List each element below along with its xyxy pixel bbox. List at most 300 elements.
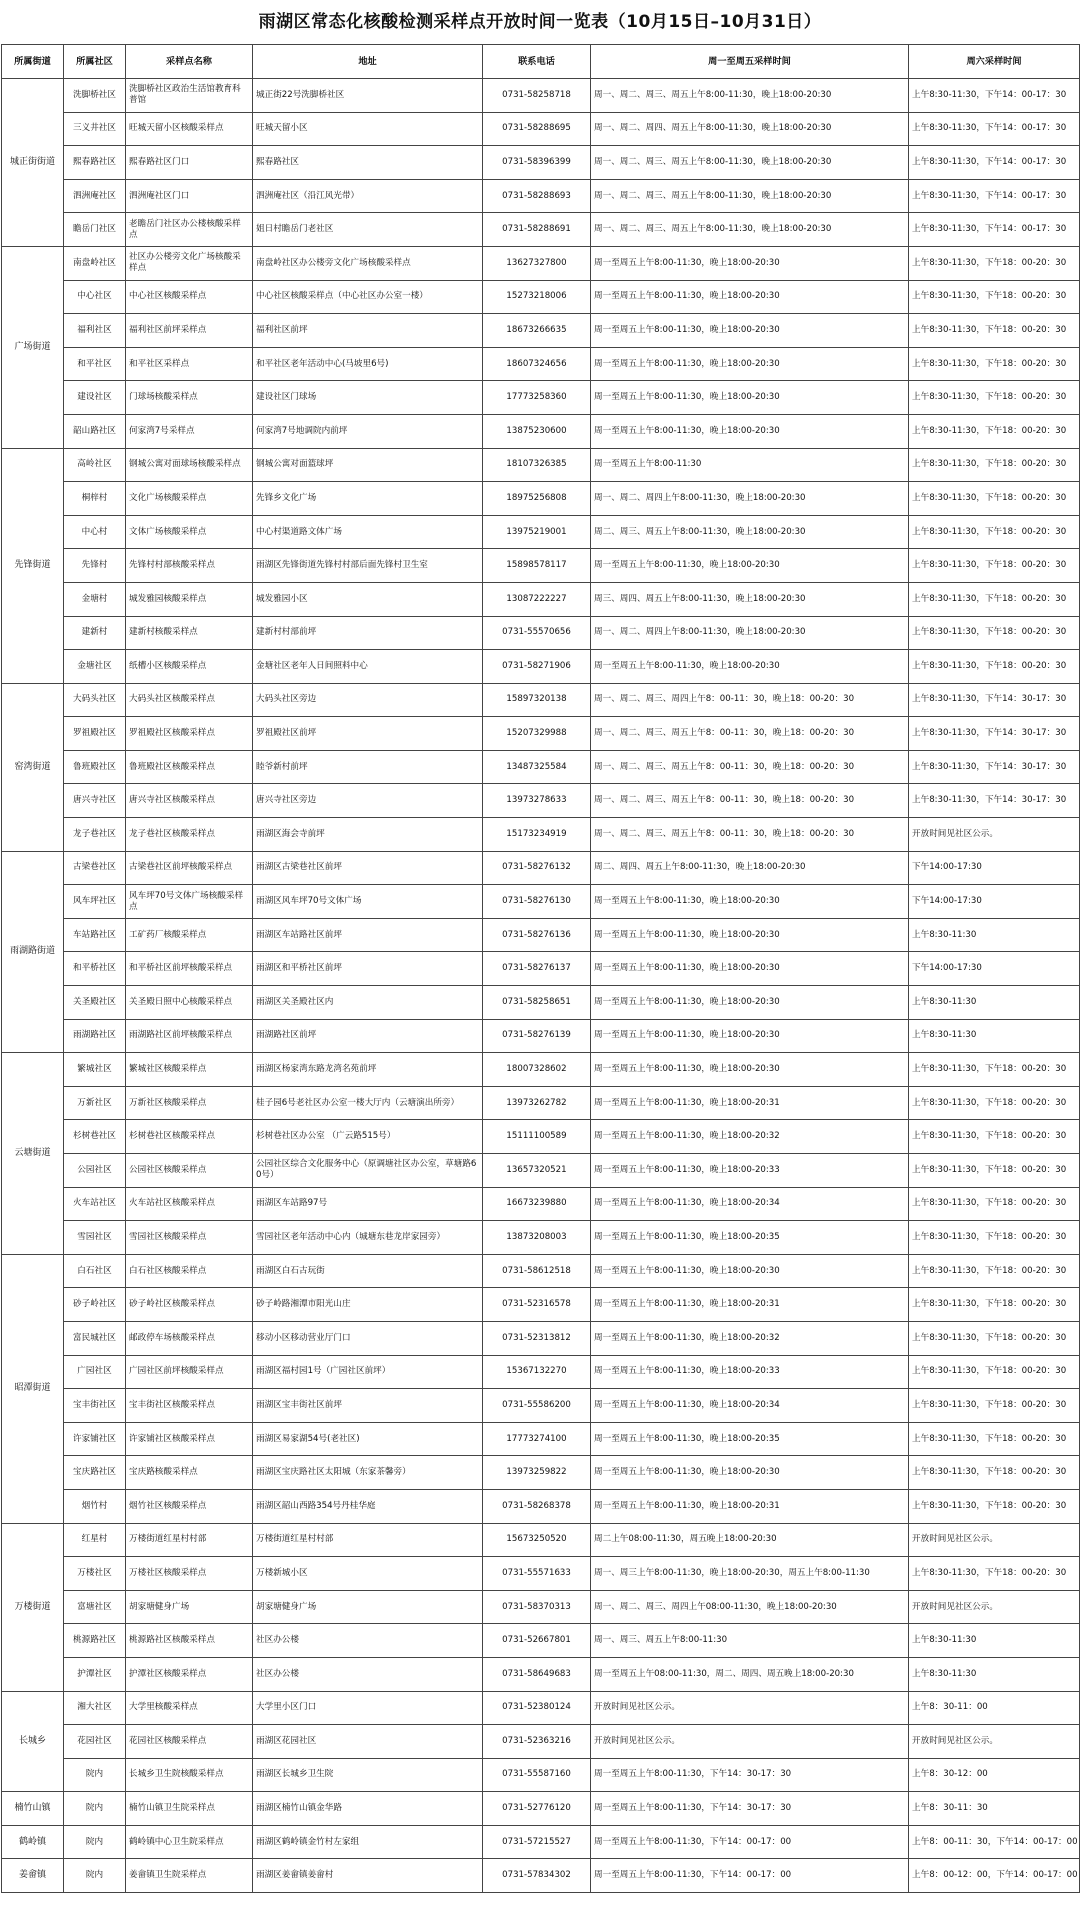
weekday-hours-cell: 周一至周五上午8:00-11:30，晚上18:00-20:31	[591, 1288, 909, 1322]
community-cell: 火车站社区	[64, 1187, 126, 1221]
weekday-hours-cell: 周一至周五上午8:00-11:30，晚上18:00-20:30	[591, 650, 909, 684]
community-cell: 万楼社区	[64, 1557, 126, 1591]
saturday-hours-cell: 上午8:30-11:30，下午14：00-17：30	[909, 213, 1080, 247]
site-name-cell: 繁城社区核酸采样点	[126, 1053, 253, 1087]
address-cell: 城发雅园小区	[253, 582, 483, 616]
table-row	[2, 616, 1080, 650]
table-row	[2, 146, 1080, 180]
site-name-cell: 和平桥社区前坪核酸采样点	[126, 952, 253, 986]
table-row	[2, 482, 1080, 516]
phone-cell: 0731-58276139	[483, 1019, 591, 1053]
site-name-cell: 中心社区核酸采样点	[126, 280, 253, 314]
phone-cell: 15673250520	[483, 1523, 591, 1557]
site-name-cell: 工矿药厂核酸采样点	[126, 918, 253, 952]
saturday-hours-cell: 开放时间见社区公示。	[909, 1523, 1080, 1557]
phone-cell: 0731-58268378	[483, 1489, 591, 1523]
table-row	[2, 1355, 1080, 1389]
community-cell: 院内	[64, 1758, 126, 1792]
phone-cell: 0731-58649683	[483, 1657, 591, 1691]
table-row	[2, 1086, 1080, 1120]
community-cell: 万新社区	[64, 1086, 126, 1120]
address-cell: 雨湖区宝丰街社区前坪	[253, 1389, 483, 1423]
address-cell: 雨湖区楠竹山镇金华路	[253, 1792, 483, 1826]
site-name-cell: 关圣殿日照中心核酸采样点	[126, 986, 253, 1020]
community-cell: 公园社区	[64, 1154, 126, 1188]
site-name-cell: 福利社区前坪采样点	[126, 314, 253, 348]
community-cell: 建新村	[64, 616, 126, 650]
table-row	[2, 448, 1080, 482]
saturday-hours-cell: 上午8:30-11:30	[909, 1624, 1080, 1658]
phone-cell: 0731-58276132	[483, 851, 591, 885]
address-cell: 公园社区综合文化服务中心（原调塘社区办公室，草塘路60号）	[253, 1154, 483, 1188]
weekday-hours-cell: 周一至周五上午8:00-11:30，晚上18:00-20:30	[591, 549, 909, 583]
site-name-cell: 宝丰街社区核酸采样点	[126, 1389, 253, 1423]
table-row	[2, 314, 1080, 348]
community-cell: 院内	[64, 1859, 126, 1893]
community-cell: 繁城社区	[64, 1053, 126, 1087]
table-row	[2, 1422, 1080, 1456]
table-row	[2, 750, 1080, 784]
community-cell: 关圣殿社区	[64, 986, 126, 1020]
community-cell: 富塘社区	[64, 1590, 126, 1624]
weekday-hours-cell: 周一至周五上午8:00-11:30，下午14：30-17：30	[591, 1758, 909, 1792]
weekday-hours-cell: 周一、周三上午8:00-11:30，晚上18:00-20:30，周五上午8:00-11:30	[591, 1557, 909, 1591]
saturday-hours-cell: 上午8:30-11:30，下午18：00-20：30	[909, 1489, 1080, 1523]
saturday-hours-cell: 上午8:30-11:30，下午18：00-20：30	[909, 616, 1080, 650]
weekday-hours-cell: 周三、周四、周五上午8:00-11:30，晚上18:00-20:30	[591, 582, 909, 616]
address-cell: 雨湖区海会寺前坪	[253, 818, 483, 852]
street-cell: 窑湾街道	[2, 683, 64, 851]
table-row	[2, 414, 1080, 448]
address-cell: 城正街22号洗脚桥社区	[253, 79, 483, 113]
address-cell: 社区办公楼	[253, 1657, 483, 1691]
site-name-cell: 长城乡卫生院核酸采样点	[126, 1758, 253, 1792]
phone-cell: 0731-52776120	[483, 1792, 591, 1826]
saturday-hours-cell: 上午8:30-11:30，下午14：30-17：30	[909, 683, 1080, 717]
weekday-hours-cell: 周一至周五上午8:00-11:30，晚上18:00-20:30	[591, 314, 909, 348]
weekday-hours-cell: 周一至周五上午8:00-11:30，晚上18:00-20:30	[591, 1019, 909, 1053]
address-cell: 雨湖区先锋街道先锋村村部后面先锋村卫生室	[253, 549, 483, 583]
table-row	[2, 818, 1080, 852]
weekday-hours-cell: 周一至周五上午8:00-11:30，下午14：30-17：30	[591, 1792, 909, 1826]
saturday-hours-cell: 上午8:30-11:30，下午14：30-17：30	[909, 750, 1080, 784]
weekday-hours-cell: 周一、周二、周三、周五上午8：00-11：30，晚上18：00-20：30	[591, 784, 909, 818]
address-cell: 雨湖区白石古玩街	[253, 1254, 483, 1288]
street-cell: 先锋街道	[2, 448, 64, 683]
address-cell: 雨湖区易家湖54号(老社区)	[253, 1422, 483, 1456]
phone-cell: 0731-57834302	[483, 1859, 591, 1893]
street-cell: 昭潭街道	[2, 1254, 64, 1523]
table-row	[2, 918, 1080, 952]
saturday-hours-cell: 上午8:30-11:30	[909, 986, 1080, 1020]
saturday-hours-cell: 上午8:30-11:30，下午14：30-17：30	[909, 784, 1080, 818]
community-cell: 砂子岭社区	[64, 1288, 126, 1322]
phone-cell: 13973259822	[483, 1456, 591, 1490]
community-cell: 大码头社区	[64, 683, 126, 717]
phone-cell: 13975219001	[483, 515, 591, 549]
site-name-cell: 火车站社区核酸采样点	[126, 1187, 253, 1221]
community-cell: 风车坪社区	[64, 885, 126, 919]
address-cell: 泗洲庵社区（沿江风光带）	[253, 179, 483, 213]
community-cell: 院内	[64, 1792, 126, 1826]
saturday-hours-cell: 上午8:30-11:30，下午18：00-20：30	[909, 1422, 1080, 1456]
address-cell: 雨湖区车站路社区前坪	[253, 918, 483, 952]
phone-cell: 0731-58288691	[483, 213, 591, 247]
table-row	[2, 1557, 1080, 1591]
community-cell: 金塘社区	[64, 650, 126, 684]
phone-cell: 13657320521	[483, 1154, 591, 1188]
community-cell: 中心村	[64, 515, 126, 549]
community-cell: 桐梓村	[64, 482, 126, 516]
community-cell: 三义井社区	[64, 112, 126, 146]
phone-cell: 0731-52363216	[483, 1725, 591, 1759]
weekday-hours-cell: 周一至周五上午8:00-11:30，晚上18:00-20:30	[591, 347, 909, 381]
saturday-hours-cell: 下午14:00-17:30	[909, 952, 1080, 986]
site-name-cell: 姜畲镇卫生院采样点	[126, 1859, 253, 1893]
phone-cell: 17773258360	[483, 381, 591, 415]
weekday-hours-cell: 周一至周五上午8:00-11:30，晚上18:00-20:34	[591, 1187, 909, 1221]
table-row	[2, 280, 1080, 314]
community-cell: 泗洲庵社区	[64, 179, 126, 213]
street-cell: 广场街道	[2, 246, 64, 448]
saturday-hours-cell: 上午8:30-11:30，下午18：00-20：30	[909, 515, 1080, 549]
table-row	[2, 683, 1080, 717]
community-cell: 和平社区	[64, 347, 126, 381]
community-cell: 湘大社区	[64, 1691, 126, 1725]
weekday-hours-cell: 周一、周二、周四上午8:00-11:30，晚上18:00-20:30	[591, 482, 909, 516]
phone-cell: 18975256808	[483, 482, 591, 516]
site-name-cell: 鲁班殿社区核酸采样点	[126, 750, 253, 784]
site-name-cell: 何家湾7号采样点	[126, 414, 253, 448]
saturday-hours-cell: 上午8:30-11:30，下午14：00-17：30	[909, 79, 1080, 113]
address-cell: 和平社区老年活动中心(马坡里6号)	[253, 347, 483, 381]
address-cell: 雨湖区风车坪70号文体广场	[253, 885, 483, 919]
address-cell: 大学里小区门口	[253, 1691, 483, 1725]
street-cell: 云塘街道	[2, 1053, 64, 1255]
site-name-cell: 文化广场核酸采样点	[126, 482, 253, 516]
saturday-hours-cell: 下午14:00-17:30	[909, 885, 1080, 919]
saturday-hours-cell: 上午8:30-11:30	[909, 918, 1080, 952]
saturday-hours-cell: 上午8:30-11:30，下午18：00-20：30	[909, 1389, 1080, 1423]
site-name-cell: 旺城天留小区核酸采样点	[126, 112, 253, 146]
community-cell: 金塘村	[64, 582, 126, 616]
address-cell: 中心社区核酸采样点（中心社区办公室一楼）	[253, 280, 483, 314]
address-cell: 雨湖区车站路97号	[253, 1187, 483, 1221]
saturday-hours-cell: 上午8:30-11:30，下午18：00-20：30	[909, 314, 1080, 348]
weekday-hours-cell: 周一至周五上午8:00-11:30，晚上18:00-20:30	[591, 381, 909, 415]
street-cell: 鹤岭镇	[2, 1825, 64, 1859]
address-cell: 雨湖区古梁巷社区前坪	[253, 851, 483, 885]
address-cell: 万楼新城小区	[253, 1557, 483, 1591]
site-name-cell: 万楼社区核酸采样点	[126, 1557, 253, 1591]
community-cell: 瞻岳门社区	[64, 213, 126, 247]
table-row	[2, 1624, 1080, 1658]
phone-cell: 15897320138	[483, 683, 591, 717]
address-cell: 雨湖区花园社区	[253, 1725, 483, 1759]
phone-cell: 0731-58612518	[483, 1254, 591, 1288]
address-cell: 南盘岭社区办公楼旁文化广场核酸采样点	[253, 246, 483, 280]
saturday-hours-cell: 上午8:30-11:30	[909, 1019, 1080, 1053]
address-cell: 先锋乡文化广场	[253, 482, 483, 516]
site-name-cell: 雨湖路社区前坪核酸采样点	[126, 1019, 253, 1053]
table-row	[2, 549, 1080, 583]
phone-cell: 0731-58276130	[483, 885, 591, 919]
community-cell: 富民城社区	[64, 1321, 126, 1355]
site-name-cell: 风车坪70号文体广场核酸采样点	[126, 885, 253, 919]
table-row	[2, 1691, 1080, 1725]
saturday-hours-cell: 上午8:30-11:30，下午18：00-20：30	[909, 1321, 1080, 1355]
header-saturday-hours: 周六采样时间	[909, 45, 1080, 79]
phone-cell: 0731-58258651	[483, 986, 591, 1020]
saturday-hours-cell: 下午14:00-17:30	[909, 851, 1080, 885]
table-row	[2, 1321, 1080, 1355]
phone-cell: 15367132270	[483, 1355, 591, 1389]
table-row	[2, 1523, 1080, 1557]
phone-cell: 0731-52316578	[483, 1288, 591, 1322]
phone-cell: 0731-58258718	[483, 79, 591, 113]
site-name-cell: 万楼街道红星村村部	[126, 1523, 253, 1557]
phone-cell: 0731-58276136	[483, 918, 591, 952]
table-row	[2, 1120, 1080, 1154]
address-cell: 唐兴寺社区旁边	[253, 784, 483, 818]
saturday-hours-cell: 上午8:30-11:30，下午18：00-20：30	[909, 1254, 1080, 1288]
table-row	[2, 1053, 1080, 1087]
site-name-cell: 砂子岭社区核酸采样点	[126, 1288, 253, 1322]
table-row	[2, 1758, 1080, 1792]
phone-cell: 13875230600	[483, 414, 591, 448]
weekday-hours-cell: 周一、周二、周三、周五上午8:00-11:30，晚上18:00-20:30	[591, 213, 909, 247]
weekday-hours-cell: 周一至周五上午8:00-11:30，晚上18:00-20:31	[591, 1086, 909, 1120]
site-name-cell: 杉树巷社区核酸采样点	[126, 1120, 253, 1154]
address-cell: 姐日村瞻岳门老社区	[253, 213, 483, 247]
table-row	[2, 1825, 1080, 1859]
weekday-hours-cell: 周一至周五上午8:00-11:30，晚上18:00-20:35	[591, 1221, 909, 1255]
community-cell: 韶山路社区	[64, 414, 126, 448]
weekday-hours-cell: 周一、周二、周三、周五上午8:00-11:30，晚上18:00-20:30	[591, 79, 909, 113]
address-cell: 雨湖区长城乡卫生院	[253, 1758, 483, 1792]
phone-cell: 18673266635	[483, 314, 591, 348]
phone-cell: 0731-58276137	[483, 952, 591, 986]
phone-cell: 0731-58370313	[483, 1590, 591, 1624]
weekday-hours-cell: 周一、周二、周三、周四上午8：00-11：30，晚上18：00-20：30	[591, 683, 909, 717]
address-cell: 罗祖殿社区前坪	[253, 717, 483, 751]
community-cell: 唐兴寺社区	[64, 784, 126, 818]
community-cell: 桃源路社区	[64, 1624, 126, 1658]
phone-cell: 0731-58271906	[483, 650, 591, 684]
table-row	[2, 986, 1080, 1020]
weekday-hours-cell: 周二、周三、周五上午8:00-11:30，晚上18:00-20:30	[591, 515, 909, 549]
site-name-cell: 纸槽小区核酸采样点	[126, 650, 253, 684]
community-cell: 宝庆路社区	[64, 1456, 126, 1490]
phone-cell: 13487325584	[483, 750, 591, 784]
community-cell: 车站路社区	[64, 918, 126, 952]
site-name-cell: 龙子巷社区核酸采样点	[126, 818, 253, 852]
saturday-hours-cell: 上午8:30-11:30，下午18：00-20：30	[909, 1456, 1080, 1490]
saturday-hours-cell: 上午8：30-11：00	[909, 1691, 1080, 1725]
site-name-cell: 钢城公寓对面球场核酸采样点	[126, 448, 253, 482]
header-community: 所属社区	[64, 45, 126, 79]
community-cell: 花园社区	[64, 1725, 126, 1759]
table-row	[2, 179, 1080, 213]
phone-cell: 18607324656	[483, 347, 591, 381]
weekday-hours-cell: 周一至周五上午8:00-11:30，晚上18:00-20:30	[591, 1053, 909, 1087]
site-name-cell: 万新社区核酸采样点	[126, 1086, 253, 1120]
saturday-hours-cell: 上午8:30-11:30，下午18：00-20：30	[909, 1086, 1080, 1120]
phone-cell: 18007328602	[483, 1053, 591, 1087]
community-cell: 杉树巷社区	[64, 1120, 126, 1154]
weekday-hours-cell: 周一至周五上午8:00-11:30，晚上18:00-20:30	[591, 280, 909, 314]
site-name-cell: 泗洲庵社区门口	[126, 179, 253, 213]
table-row	[2, 79, 1080, 113]
table-row	[2, 1288, 1080, 1322]
weekday-hours-cell: 周一、周二、周三、周四上午08:00-11:30，晚上18:00-20:30	[591, 1590, 909, 1624]
table-row	[2, 1019, 1080, 1053]
community-cell: 鲁班殿社区	[64, 750, 126, 784]
community-cell: 先锋村	[64, 549, 126, 583]
site-name-cell: 洗脚桥社区政治生活馆教育科普馆	[126, 79, 253, 113]
community-cell: 广园社区	[64, 1355, 126, 1389]
community-cell: 白石社区	[64, 1254, 126, 1288]
phone-cell: 0731-58396399	[483, 146, 591, 180]
header-weekday-hours: 周一至周五采样时间	[591, 45, 909, 79]
address-cell: 雨湖区和平桥社区前坪	[253, 952, 483, 986]
table-row	[2, 1725, 1080, 1759]
site-name-cell: 邮政停车场核酸采样点	[126, 1321, 253, 1355]
address-cell: 雨湖区关圣殿社区内	[253, 986, 483, 1020]
site-name-cell: 建新村核酸采样点	[126, 616, 253, 650]
street-cell: 城正街街道	[2, 79, 64, 247]
weekday-hours-cell: 周一至周五上午8:00-11:30，晚上18:00-20:30	[591, 986, 909, 1020]
table-row	[2, 1456, 1080, 1490]
street-cell: 姜畲镇	[2, 1859, 64, 1893]
phone-cell: 0731-58288695	[483, 112, 591, 146]
saturday-hours-cell: 上午8:30-11:30，下午18：00-20：30	[909, 1053, 1080, 1087]
table-row	[2, 1657, 1080, 1691]
phone-cell: 0731-52380124	[483, 1691, 591, 1725]
site-name-cell: 社区办公楼旁文化广场核酸采样点	[126, 246, 253, 280]
table-row	[2, 246, 1080, 280]
street-cell: 楠竹山镇	[2, 1792, 64, 1826]
weekday-hours-cell: 周一、周二、周四上午8:00-11:30，晚上18:00-20:30	[591, 616, 909, 650]
address-cell: 胡家塘健身广场	[253, 1590, 483, 1624]
header-street: 所属街道	[2, 45, 64, 79]
phone-cell: 0731-55571633	[483, 1557, 591, 1591]
saturday-hours-cell: 上午8:30-11:30，下午18：00-20：30	[909, 381, 1080, 415]
phone-cell: 15898578117	[483, 549, 591, 583]
weekday-hours-cell: 周一、周二、周三、周五上午8：00-11：30，晚上18：00-20：30	[591, 717, 909, 751]
address-cell: 何家湾7号地调院内前坪	[253, 414, 483, 448]
community-cell: 熙春路社区	[64, 146, 126, 180]
site-name-cell: 文体广场核酸采样点	[126, 515, 253, 549]
community-cell: 洗脚桥社区	[64, 79, 126, 113]
site-name-cell: 白石社区核酸采样点	[126, 1254, 253, 1288]
community-cell: 红星村	[64, 1523, 126, 1557]
header-site-name: 采样点名称	[126, 45, 253, 79]
community-cell: 护潭社区	[64, 1657, 126, 1691]
table-row	[2, 1154, 1080, 1188]
address-cell: 中心村渠道路文体广场	[253, 515, 483, 549]
phone-cell: 13973262782	[483, 1086, 591, 1120]
phone-cell: 0731-58288693	[483, 179, 591, 213]
phone-cell: 0731-55586200	[483, 1389, 591, 1423]
saturday-hours-cell: 上午8:30-11:30	[909, 1657, 1080, 1691]
address-cell: 砂子岭路湘潭市阳光山庄	[253, 1288, 483, 1322]
address-cell: 熙春路社区	[253, 146, 483, 180]
table-row	[2, 1792, 1080, 1826]
saturday-hours-cell: 上午8:30-11:30，下午18：00-20：30	[909, 1355, 1080, 1389]
site-name-cell: 古梁巷社区前坪核酸采样点	[126, 851, 253, 885]
street-cell: 雨湖路街道	[2, 851, 64, 1053]
address-cell: 雨湖区福村园1号（广园社区前坪）	[253, 1355, 483, 1389]
phone-cell: 0731-57215527	[483, 1825, 591, 1859]
phone-cell: 15207329988	[483, 717, 591, 751]
address-cell: 雨湖区韶山西路354号丹桂华庭	[253, 1489, 483, 1523]
saturday-hours-cell: 上午8:30-11:30，下午18：00-20：30	[909, 582, 1080, 616]
phone-cell: 0731-52667801	[483, 1624, 591, 1658]
community-cell: 建设社区	[64, 381, 126, 415]
phone-cell: 0731-55587160	[483, 1758, 591, 1792]
table-row	[2, 885, 1080, 919]
table-row	[2, 112, 1080, 146]
address-cell: 福利社区前坪	[253, 314, 483, 348]
weekday-hours-cell: 周二上午08:00-11:30，周五晚上18:00-20:30	[591, 1523, 909, 1557]
table-row	[2, 784, 1080, 818]
table-row	[2, 1489, 1080, 1523]
address-cell: 金塘社区老年人日间照料中心	[253, 650, 483, 684]
saturday-hours-cell: 上午8:30-11:30，下午18：00-20：30	[909, 549, 1080, 583]
saturday-hours-cell: 上午8：00-11：30，下午14：00-17：00	[909, 1825, 1080, 1859]
phone-cell: 15273218006	[483, 280, 591, 314]
weekday-hours-cell: 周一、周二、周三、周五上午8:00-11:30，晚上18:00-20:30	[591, 146, 909, 180]
community-cell: 雪园社区	[64, 1221, 126, 1255]
site-name-cell: 花园社区核酸采样点	[126, 1725, 253, 1759]
weekday-hours-cell: 周一、周二、周三、周五上午8:00-11:30，晚上18:00-20:30	[591, 179, 909, 213]
phone-cell: 18107326385	[483, 448, 591, 482]
address-cell: 社区办公楼	[253, 1624, 483, 1658]
community-cell: 南盘岭社区	[64, 246, 126, 280]
community-cell: 烟竹村	[64, 1489, 126, 1523]
site-name-cell: 许家铺社区核酸采样点	[126, 1422, 253, 1456]
site-name-cell: 护潭社区核酸采样点	[126, 1657, 253, 1691]
table-row	[2, 1221, 1080, 1255]
weekday-hours-cell: 开放时间见社区公示。	[591, 1691, 909, 1725]
site-name-cell: 广园社区前坪核酸采样点	[126, 1355, 253, 1389]
phone-cell: 13087222227	[483, 582, 591, 616]
saturday-hours-cell: 上午8：30-12：00	[909, 1758, 1080, 1792]
address-cell: 钢城公寓对面篮球坪	[253, 448, 483, 482]
address-cell: 雨湖区宝庆路社区太阳城（东家茶馨旁）	[253, 1456, 483, 1490]
table-row	[2, 650, 1080, 684]
weekday-hours-cell: 周一至周五上午8:00-11:30，晚上18:00-20:31	[591, 1489, 909, 1523]
address-cell: 旺城天留小区	[253, 112, 483, 146]
weekday-hours-cell: 周一至周五上午8:00-11:30，晚上18:00-20:33	[591, 1355, 909, 1389]
saturday-hours-cell: 上午8:30-11:30，下午18：00-20：30	[909, 347, 1080, 381]
saturday-hours-cell: 开放时间见社区公示。	[909, 1725, 1080, 1759]
site-name-cell: 大学里核酸采样点	[126, 1691, 253, 1725]
community-cell: 和平桥社区	[64, 952, 126, 986]
header-address: 地址	[253, 45, 483, 79]
weekday-hours-cell: 周一至周五上午8:00-11:30，晚上18:00-20:34	[591, 1389, 909, 1423]
saturday-hours-cell: 上午8:30-11:30，下午18：00-20：30	[909, 448, 1080, 482]
saturday-hours-cell: 上午8:30-11:30，下午14：00-17：30	[909, 179, 1080, 213]
site-name-cell: 雪园社区核酸采样点	[126, 1221, 253, 1255]
weekday-hours-cell: 周一、周二、周三、周五上午8：00-11：30，晚上18：00-20：30	[591, 750, 909, 784]
header-phone: 联系电话	[483, 45, 591, 79]
table-row	[2, 381, 1080, 415]
table-row	[2, 582, 1080, 616]
site-name-cell: 城发雅园核酸采样点	[126, 582, 253, 616]
phone-cell: 13973278633	[483, 784, 591, 818]
